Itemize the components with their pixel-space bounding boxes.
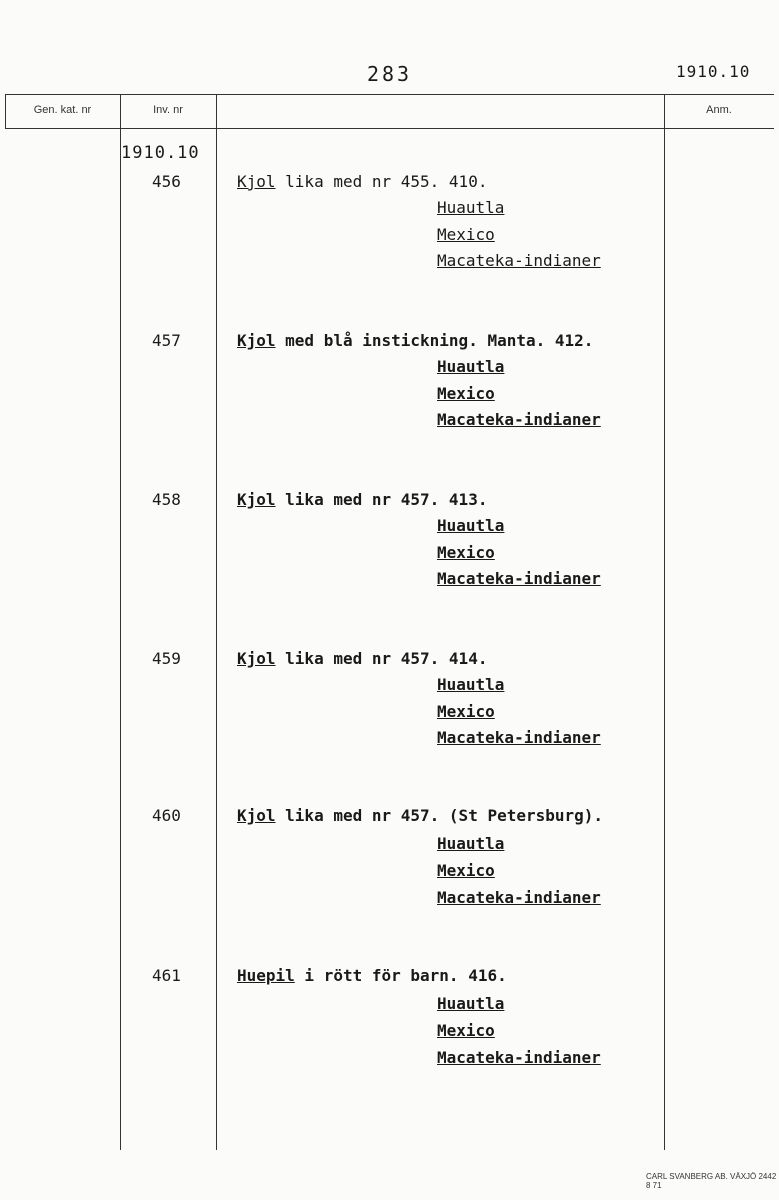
description-text: med blå instickning. Manta. 412.	[275, 331, 594, 350]
inventory-date: 1910.10	[121, 143, 200, 163]
people: Macateka-indianer	[437, 251, 601, 270]
column-divider-anm	[664, 94, 665, 1150]
description-text: lika med nr 455. 410.	[275, 172, 488, 191]
people: Macateka-indianer	[437, 888, 601, 907]
country: Mexico	[437, 1021, 495, 1040]
people: Macateka-indianer	[437, 728, 601, 747]
entry-description	[237, 331, 593, 350]
place: Huautla	[437, 994, 505, 1013]
inv-number: 456	[152, 172, 181, 191]
entry-description	[237, 490, 487, 509]
people: Macateka-indianer	[437, 410, 601, 429]
item-name: Kjol	[237, 649, 276, 668]
column-divider-inv	[120, 94, 121, 1150]
entry-description	[237, 649, 487, 668]
page-date: 1910.10	[676, 62, 751, 81]
entry-description	[237, 172, 487, 191]
description-text: lika med nr 457. (St Petersburg).	[275, 806, 604, 825]
column-divider-desc	[216, 94, 217, 1150]
place: Huautla	[437, 834, 505, 853]
item-name: Kjol	[237, 806, 276, 825]
people: Macateka-indianer	[437, 569, 601, 588]
place: Huautla	[437, 198, 505, 217]
header-gen-kat: Gen. kat. nr	[33, 104, 92, 116]
header-inv: Inv. nr	[153, 104, 183, 116]
inv-number: 461	[152, 966, 181, 985]
description-text: lika med nr 457. 413.	[275, 490, 488, 509]
entry-description	[237, 806, 603, 825]
country: Mexico	[437, 861, 495, 880]
header-anm: Anm.	[706, 104, 732, 116]
entry-description	[237, 966, 507, 985]
country: Mexico	[437, 225, 495, 244]
item-name: Kjol	[237, 331, 276, 350]
inv-number: 458	[152, 490, 181, 509]
people: Macateka-indianer	[437, 1048, 601, 1067]
country: Mexico	[437, 543, 495, 562]
item-name: Kjol	[237, 172, 276, 191]
place: Huautla	[437, 516, 505, 535]
description-text: lika med nr 457. 414.	[275, 649, 488, 668]
inv-number: 457	[152, 331, 181, 350]
country: Mexico	[437, 384, 495, 403]
country: Mexico	[437, 702, 495, 721]
inv-number: 460	[152, 806, 181, 825]
inv-number: 459	[152, 649, 181, 668]
description-text: i rött för barn. 416.	[294, 966, 507, 985]
item-name: Kjol	[237, 490, 276, 509]
place: Huautla	[437, 675, 505, 694]
place: Huautla	[437, 357, 505, 376]
page-number: 283	[366, 62, 413, 86]
printer-imprint: CARL SVANBERG AB. VÄXJÖ 2442 8 71	[646, 1172, 777, 1190]
item-name: Huepil	[237, 966, 295, 985]
